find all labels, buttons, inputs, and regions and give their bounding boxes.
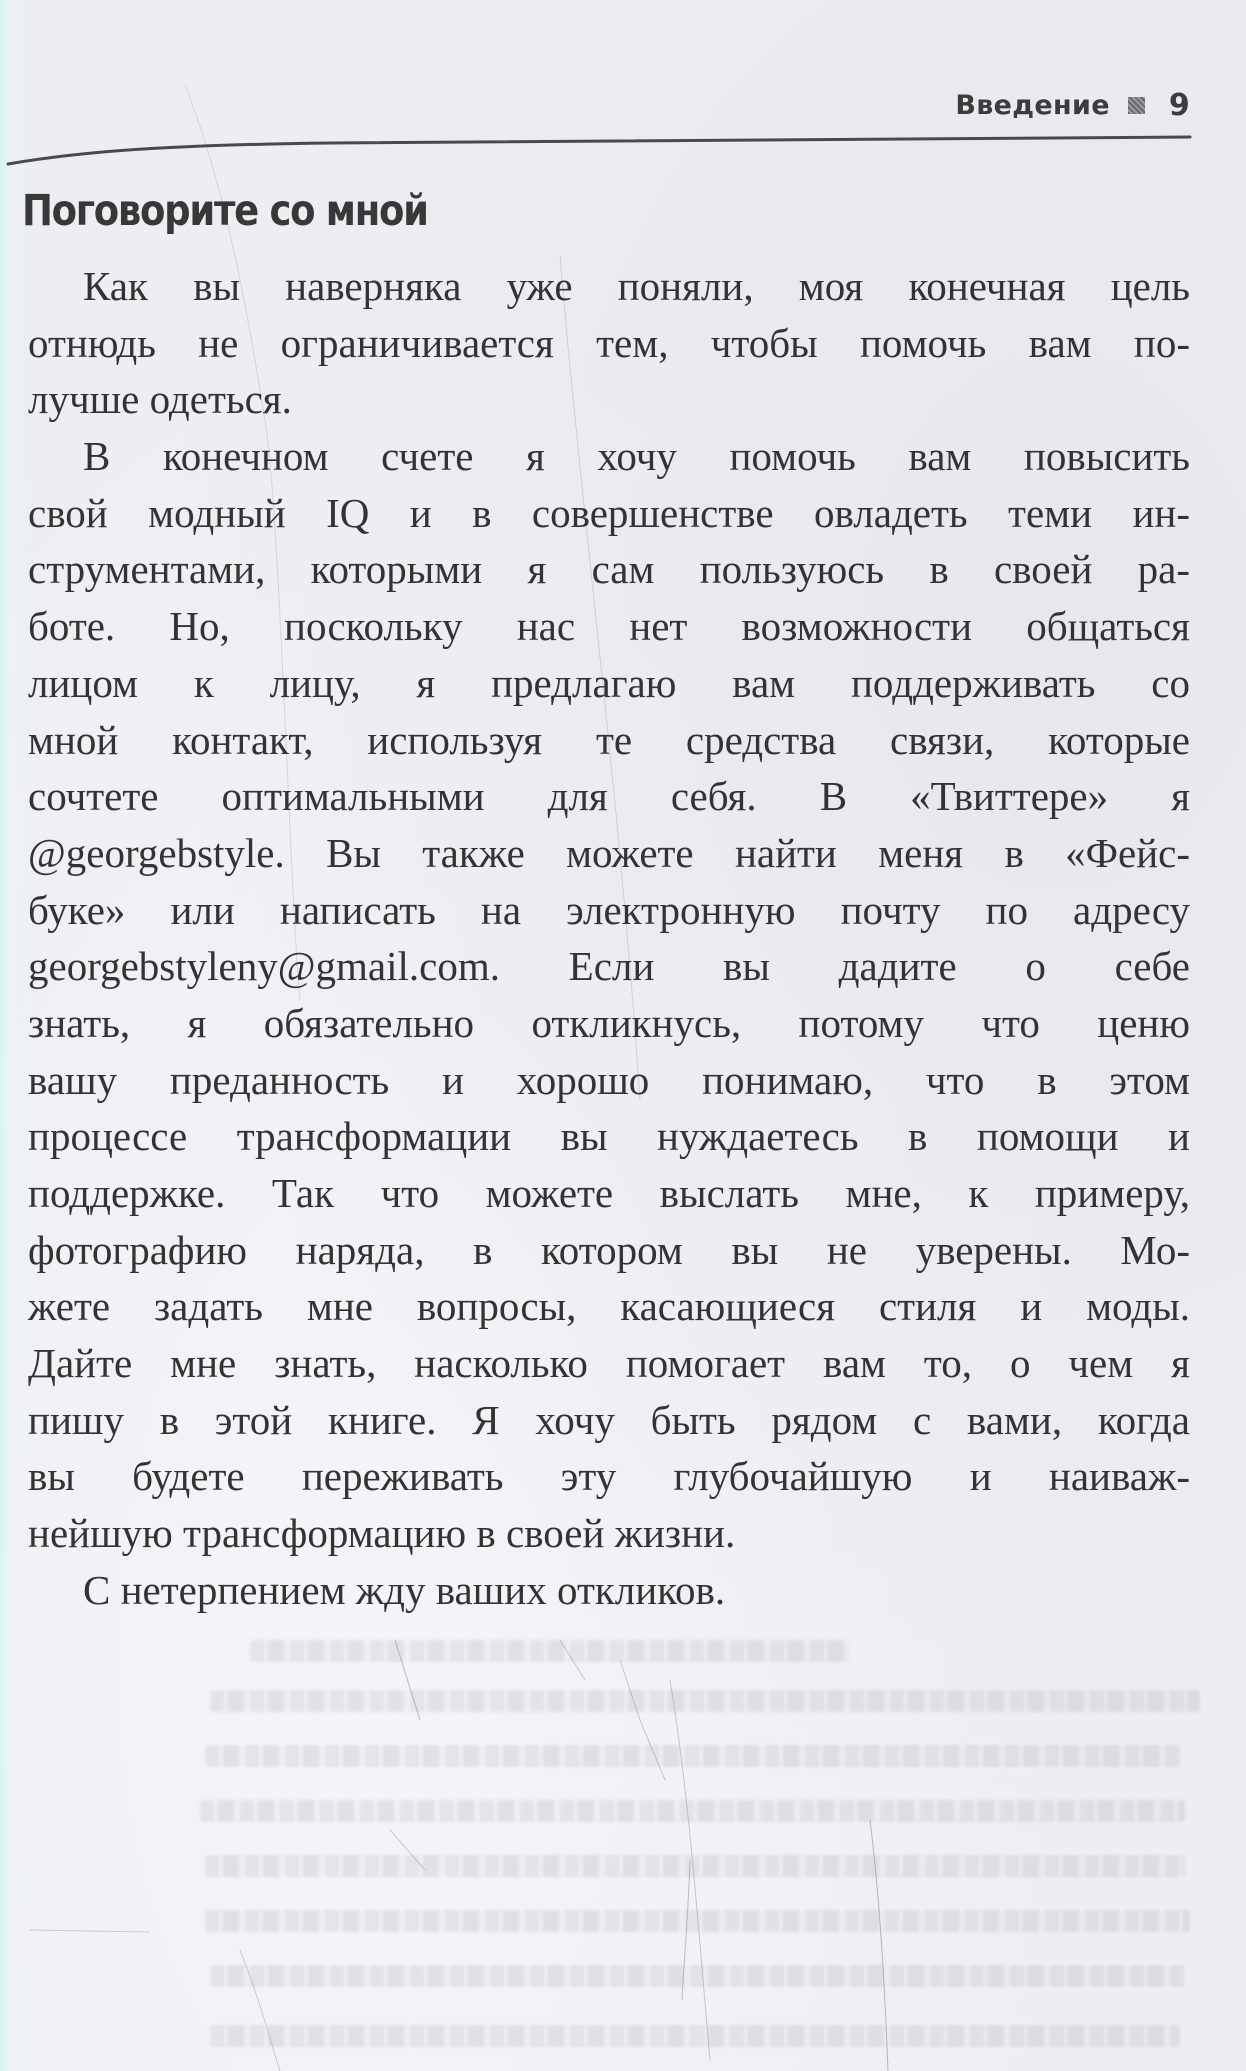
ghost-line bbox=[205, 1855, 1185, 1877]
text-line: лучше одеться. bbox=[28, 376, 292, 423]
text-line: нейшую трансформацию в своей жизни. bbox=[28, 1510, 736, 1557]
body-text bbox=[28, 258, 1190, 1619]
running-header-section: Введение bbox=[955, 90, 1110, 121]
ghost-line bbox=[210, 1965, 1185, 1987]
text-line: фотографию наряда, в котором вы не уверены. Мо- bbox=[28, 1226, 1190, 1273]
section-title: Поговорите со мной bbox=[22, 186, 428, 236]
text-line: В конечном счете я хочу помочь вам повысить bbox=[83, 433, 1190, 480]
text-line: свой модный IQ и в совершенстве овладеть теми ин- bbox=[28, 489, 1190, 536]
text-line: лицом к лицу, я предлагаю вам поддерживать со bbox=[28, 659, 1190, 706]
text-line: вы будете переживать эту глубочайшую и наиваж- bbox=[28, 1453, 1190, 1500]
text-line: жете задать мне вопросы, касающиеся стиля и моды. bbox=[28, 1283, 1190, 1330]
text-line: знать, я обязательно откликнусь, потому что ценю bbox=[28, 999, 1190, 1046]
email-address-line: georgebstyleny@gmail.com. Если вы дадите о себе bbox=[28, 943, 1190, 990]
page-number: 9 bbox=[1168, 88, 1190, 123]
text-line: @georgebstyle. Вы также можете найти меня в «Фейс- bbox=[28, 829, 1190, 876]
ghost-line bbox=[200, 1800, 1185, 1822]
text-line: процессе трансформации вы нуждаетесь в помощи и bbox=[28, 1113, 1190, 1160]
paragraph-1 bbox=[28, 258, 1190, 428]
text-line: боте. Но, поскольку нас нет возможности общаться bbox=[28, 603, 1190, 650]
text-line: Как вы наверняка уже поняли, моя конечная цель bbox=[83, 263, 1190, 309]
text-line: мной контакт, используя те средства связи, которые bbox=[28, 716, 1190, 763]
text-line: С нетерпением жду ваших откликов. bbox=[83, 1566, 726, 1613]
ghost-line bbox=[210, 2025, 1180, 2047]
text-line: сочтете оптимальными для себя. В «Твиттере» я bbox=[28, 773, 1190, 820]
paragraph-2 bbox=[28, 428, 1190, 1562]
paragraph-3 bbox=[28, 1562, 1190, 1619]
ghost-line bbox=[205, 1910, 1190, 1932]
text-line: пишу в этой книге. Я хочу быть рядом с вами, когда bbox=[28, 1396, 1190, 1443]
text-line: струментами, которыми я сам пользуюсь в своей ра- bbox=[28, 546, 1190, 593]
running-header bbox=[955, 88, 1190, 123]
text-line: буке» или написать на электронную почту по адресу bbox=[28, 886, 1190, 933]
text-line: поддержке. Так что можете выслать мне, к примеру, bbox=[28, 1170, 1190, 1216]
ghost-line bbox=[205, 1745, 1180, 1767]
ghost-line bbox=[210, 1690, 1200, 1712]
text-line: вашу преданность и хорошо понимаю, что в этом bbox=[28, 1056, 1190, 1103]
ghost-line bbox=[250, 1640, 850, 1662]
text-line: отнюдь не ограничивается тем, чтобы помочь вам по- bbox=[28, 319, 1190, 366]
text-line: Дайте мне знать, насколько помогает вам то, о чем я bbox=[28, 1340, 1190, 1387]
square-bullet-icon bbox=[1128, 97, 1145, 114]
